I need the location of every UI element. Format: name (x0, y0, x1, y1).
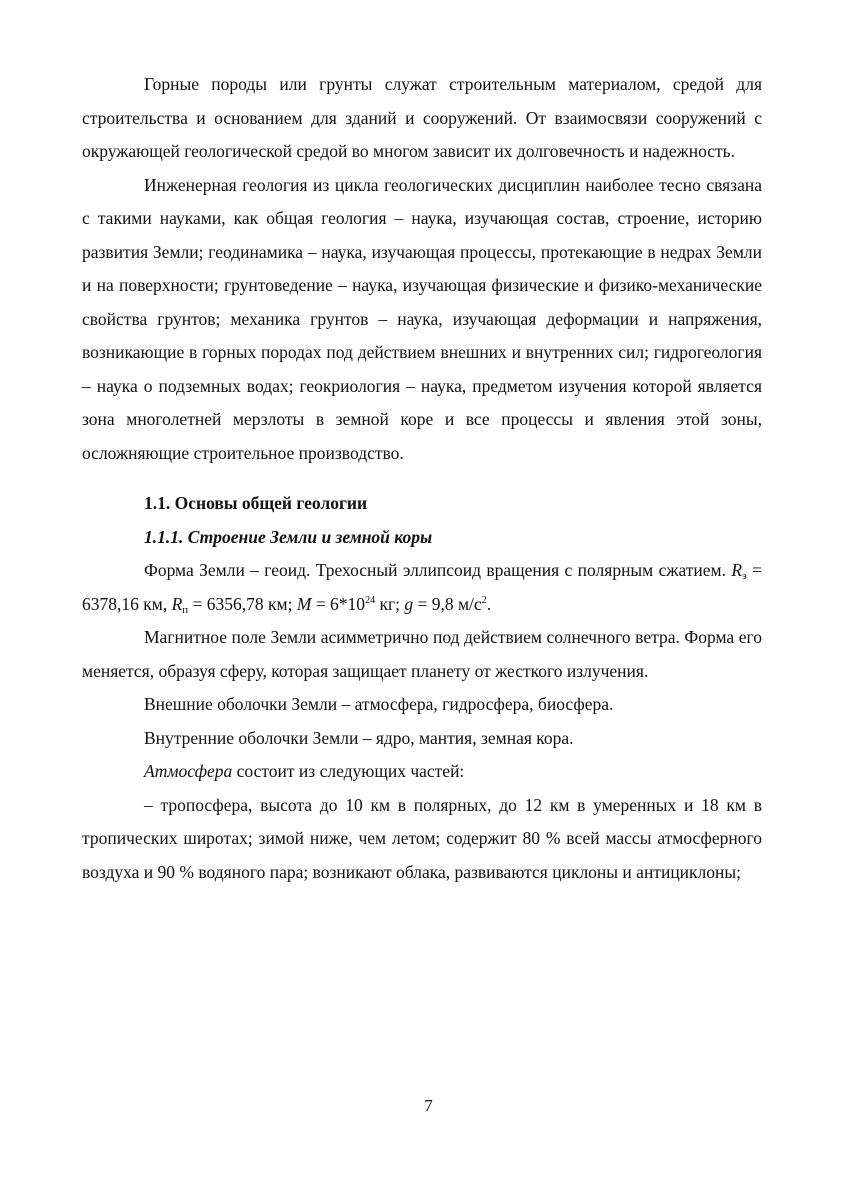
paragraph-atmosphere: Атмосфера состоит из следующих частей: (144, 761, 465, 781)
paragraph-outer-shells: Внешние оболочки Земли – атмосфера, гидросфера, биосфера. (144, 694, 614, 714)
subsection-heading: 1.1.1. Строение Земли и земной коры (144, 526, 433, 547)
section-heading: 1.1. Основы общей геологии (144, 493, 368, 513)
paragraph-engineering-geology: Инженерная геология из цикла геологических дисциплин наиболее тесно связана с такими науками, как общая геология – наука, изучающая состав, строение, историю развития Земли; геодинамика – наука, изучающая процессы, протекающие в недрах Земли и на поверхности; грунтоведение – наука, изучающая физические и физико-механические свойства грунтов; механика грунтов – наука, изучающая деформации и напряжения, возникающие в горных породах под действием внешних и внутренних сил; гидрогеология – наука о подземных водах; геокриология – наука, предметом изучения которой является зона многолетней мерзлоты в земной коре и все процессы и явления этой зоны, осложняющие строительное производство. (82, 174, 762, 463)
paragraph-troposphere: – тропосфера, высота до 10 км в полярных, до 12 км в умеренных и 18 км в тропических широтах; зимой ниже, чем летом; содержит 80 % всей массы атмосферного воздуха и 90 % водяного пара; возникают облака, развиваются циклоны и антициклоны; (82, 794, 762, 882)
paragraph-intro: Горные породы или грунты служат строительным материалом, средой для строительства и основанием для зданий и сооружений. От взаимосвязи сооружений с окружающей геологической средой во многом зависит их долговечность и надежность. (82, 74, 762, 161)
page-body (82, 68, 762, 889)
paragraph-earth-shape: Форма Земли – геоид. Трехосный эллипсоид вращения с полярным сжатием. $R_э = 6378,16$ км, $R_п = 6356,78$ км; $M = 6*10^{24}$ кг; g = 9,8 $м/с^2$. (82, 560, 762, 616)
paragraph-inner-shells: Внутренние оболочки Земли – ядро, мантия, земная кора. (144, 727, 574, 748)
page-number: 7 (424, 1096, 433, 1115)
paragraph-magnetic-field: Магнитное поле Земли асимметрично под действием солнечного ветра. Форма его меняется, образуя сферу, которая защищает планету от жесткого излучения. (82, 627, 762, 681)
